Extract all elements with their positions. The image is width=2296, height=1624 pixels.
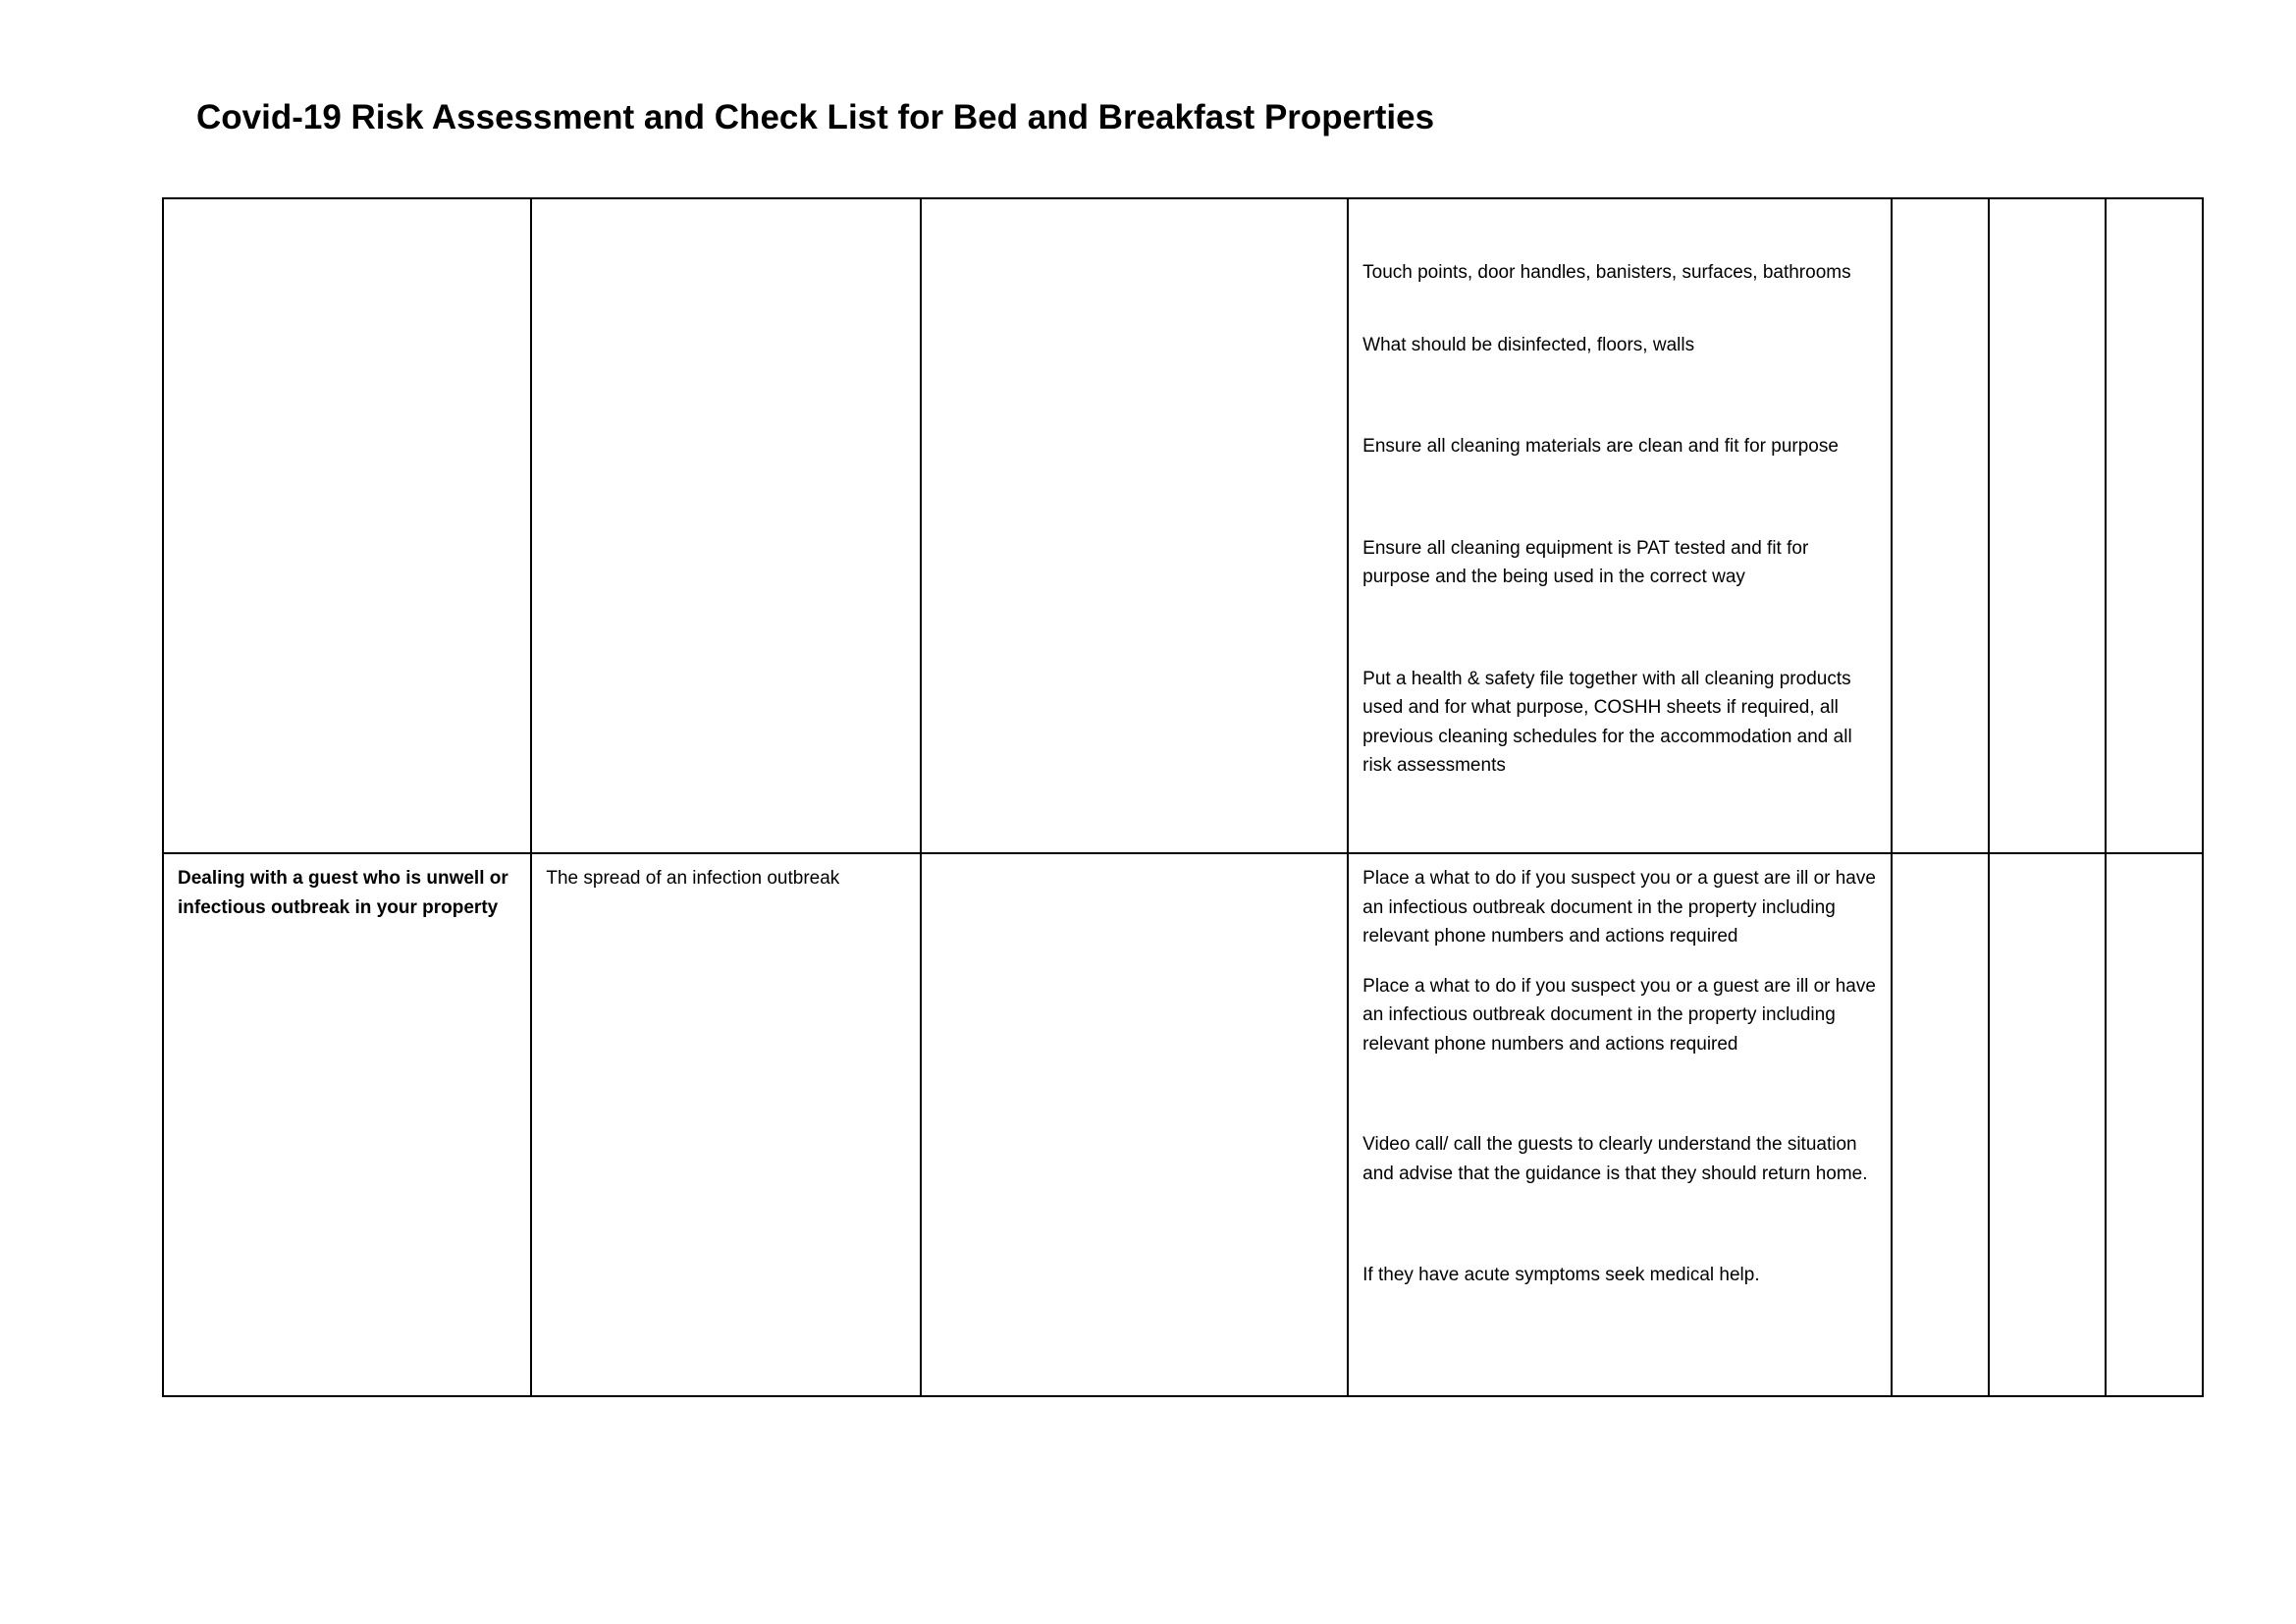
existing-controls-text	[922, 199, 1347, 221]
action-item: What should be disinfected, floors, walls	[1362, 334, 1695, 355]
hazard-cell	[163, 853, 531, 1396]
risk-text: The spread of an infection outbreak	[546, 868, 840, 889]
existing-controls-cell	[921, 198, 1348, 853]
check-cell-2	[1989, 853, 2106, 1396]
check-cell-2	[1989, 198, 2106, 853]
page-title: Covid-19 Risk Assessment and Check List for Bed and Breakfast Properties	[196, 98, 1435, 136]
action-item: Ensure all cleaning equipment is PAT tested and fit for purpose and the being used in the correct way	[1362, 537, 1809, 587]
action-item: Place a what to do if you suspect you or a guest are ill or have an infectious outbreak document in the property including relevant phone numbers and actions required	[1362, 975, 1876, 1055]
risk-text	[532, 199, 919, 221]
check-cell-3	[2106, 853, 2203, 1396]
action-item: Ensure all cleaning materials are clean and fit for purpose	[1362, 436, 1839, 457]
hazard-cell	[163, 198, 531, 853]
risk-cell	[531, 198, 920, 853]
hazard-text: Dealing with a guest who is unwell or infectious outbreak in your property	[178, 868, 508, 918]
existing-controls-text	[922, 854, 1347, 876]
table-row	[163, 198, 2203, 853]
action-item: Place a what to do if you suspect you or a guest are ill or have an infectious outbreak document in the property including relevant phone numbers and actions required	[1362, 868, 1876, 947]
actions-cell	[1348, 198, 1892, 853]
existing-controls-cell	[921, 853, 1348, 1396]
risk-assessment-table	[162, 197, 2204, 1397]
action-item: Put a health & safety file together with all cleaning products used and for what purpose, COSHH sheets if required, all previous cleaning schedules for the accommodation and all risk assessments	[1362, 668, 1852, 776]
check-cell-3	[2106, 198, 2203, 853]
action-item: If they have acute symptoms seek medical help.	[1362, 1265, 1760, 1285]
table-row	[163, 853, 2203, 1396]
risk-cell	[531, 853, 920, 1396]
check-cell-1	[1892, 198, 1989, 853]
action-item: Video call/ call the guests to clearly understand the situation and advise that the guidance is that they should return home.	[1362, 1134, 1868, 1184]
check-cell-1	[1892, 853, 1989, 1396]
actions-cell	[1348, 853, 1892, 1396]
action-item: Touch points, door handles, banisters, surfaces, bathrooms	[1362, 262, 1851, 283]
hazard-text	[164, 199, 530, 221]
